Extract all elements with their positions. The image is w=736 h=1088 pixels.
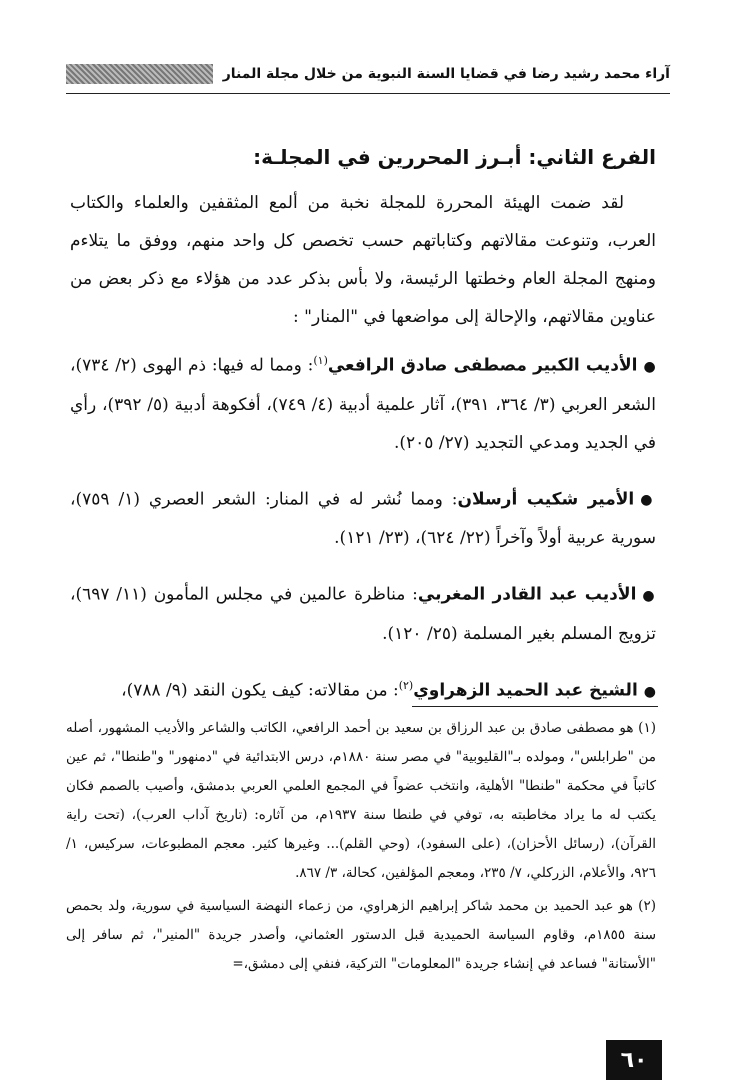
running-title: آراء محمد رشيد رضا في قضايا السنة النبوية من خلال مجلة المنار xyxy=(222,66,670,82)
header-rule xyxy=(66,93,670,94)
footnotes xyxy=(66,714,656,983)
editor-articles: : من مقالاته: كيف يكون النقد (٩/ ٧٨٨)، xyxy=(121,680,399,701)
editor-articles: : مناظرة عالمين في مجلس المأمون (١١/ ٦٩٧)، تزويج المسلم بغير المسلمة (٢٥/ ١٢٠). xyxy=(70,584,656,644)
running-header xyxy=(66,60,670,88)
editor-entry xyxy=(70,667,656,711)
editor-name: الأديب عبد القادر المغربي xyxy=(417,584,637,605)
bullet-icon: ● xyxy=(640,492,656,509)
header-pattern-bar xyxy=(66,64,213,84)
bullet-icon: ● xyxy=(642,587,656,604)
editor-name: الأديب الكبير مصطفى صادق الرافعي xyxy=(327,355,638,376)
bullet-icon: ● xyxy=(643,358,657,375)
editor-entry xyxy=(70,571,656,653)
footnote: (٢) هو عبد الحميد بن محمد شاكر إبراهيم الزهراوي، من زعماء النهضة السياسية في سورية، ولد بحمص سنة ١٨٥٥م، وقاوم السياسة الحميدية قبل الدستور العثماني، وأصدر جريدة "المنير"، ثم سافر إلى "الأستانة" فساعد في إنشاء جريدة "المعلومات" التركية، فنفي إلى دمشق،= xyxy=(66,898,657,972)
section-heading: الفرع الثاني: أبـرز المحررين في المجلـة: xyxy=(253,145,656,169)
editor-entry xyxy=(70,476,656,558)
main-text xyxy=(70,140,656,725)
page-number: ٦٠ xyxy=(606,1040,662,1080)
footnote: (١) هو مصطفى صادق بن عبد الرزاق بن سعيد بن أحمد الرافعي، الكاتب والشاعر والأديب المشهور، أصله من "طرابلس"، ومولده بـ"القليوبية" في مصر سنة ١٨٨٠م، درس الابتدائية في "دمنهور" و"طنطا"، ثم عين كاتباً في محكمة "طنطا" الأهلية، وانتخب عضواً في المجمع العلمي العربي بدمشق، وأصيب بالصمم فكان يكتب له ما يراد مخاطبته به، توفي في طنطا سنة ١٩٣٧م، من آثاره: (تاريخ آداب العرب)، (تحت راية القرآن)، (رسائل الأحزان)، (على السفود)، (وحي القلم)... وغيرها كثير. معجم المطبوعات، سركيس، ١/ ٩٢٦، والأعلام، الزركلي، ٧/ ٢٣٥، ومعجم المؤلفين، كحالة، ٣/ ٨٦٧. xyxy=(66,720,656,881)
editor-articles: : ومما له فيها: ذم الهوى (٢/ ٧٣٤)، الشعر العربي (٣/ ٣٦٤، ٣٩١)، آثار علمية أدبية (٤/ ٧٤٩)، أفكوهة أدبية (٥/ ٣٩٢)، رأي في الجديد ومدعي التجديد (٢٧/ ٢٠٥). xyxy=(70,355,656,453)
footnote-ref: (١) xyxy=(313,354,328,367)
editor-name: الأمير شكيب أرسلان xyxy=(457,489,635,510)
footnote-ref: (٢) xyxy=(398,678,414,692)
editor-entry xyxy=(70,342,656,462)
intro-paragraph: لقد ضمت الهيئة المحررة للمجلة نخبة من ألمع المثقفين والعلماء والكتاب العرب، وتنوعت مقالاتهم وكتاباتهم حسب تخصص كل واحد منهم، ووفق ما يتلاءم ومنهج المجلة العام وخطتها الرئيسة، ولا بأس بذكر عدد من هؤلاء مع ذكر بعض من عناوين مقالاتهم، والإحالة إلى مواضعها في "المنار" : xyxy=(70,193,656,327)
bullet-icon: ● xyxy=(643,683,656,700)
footnote-separator xyxy=(412,706,658,707)
editor-name: الشيخ عبد الحميد الزهراوي xyxy=(413,680,638,701)
editor-articles: : ومما نُشر له في المنار: الشعر العصري (١/ ٧٥٩)، سورية عربية أولاً وآخراً (٢٢/ ٦٢٤)، (٢٣/ ١٢١). xyxy=(70,489,656,549)
